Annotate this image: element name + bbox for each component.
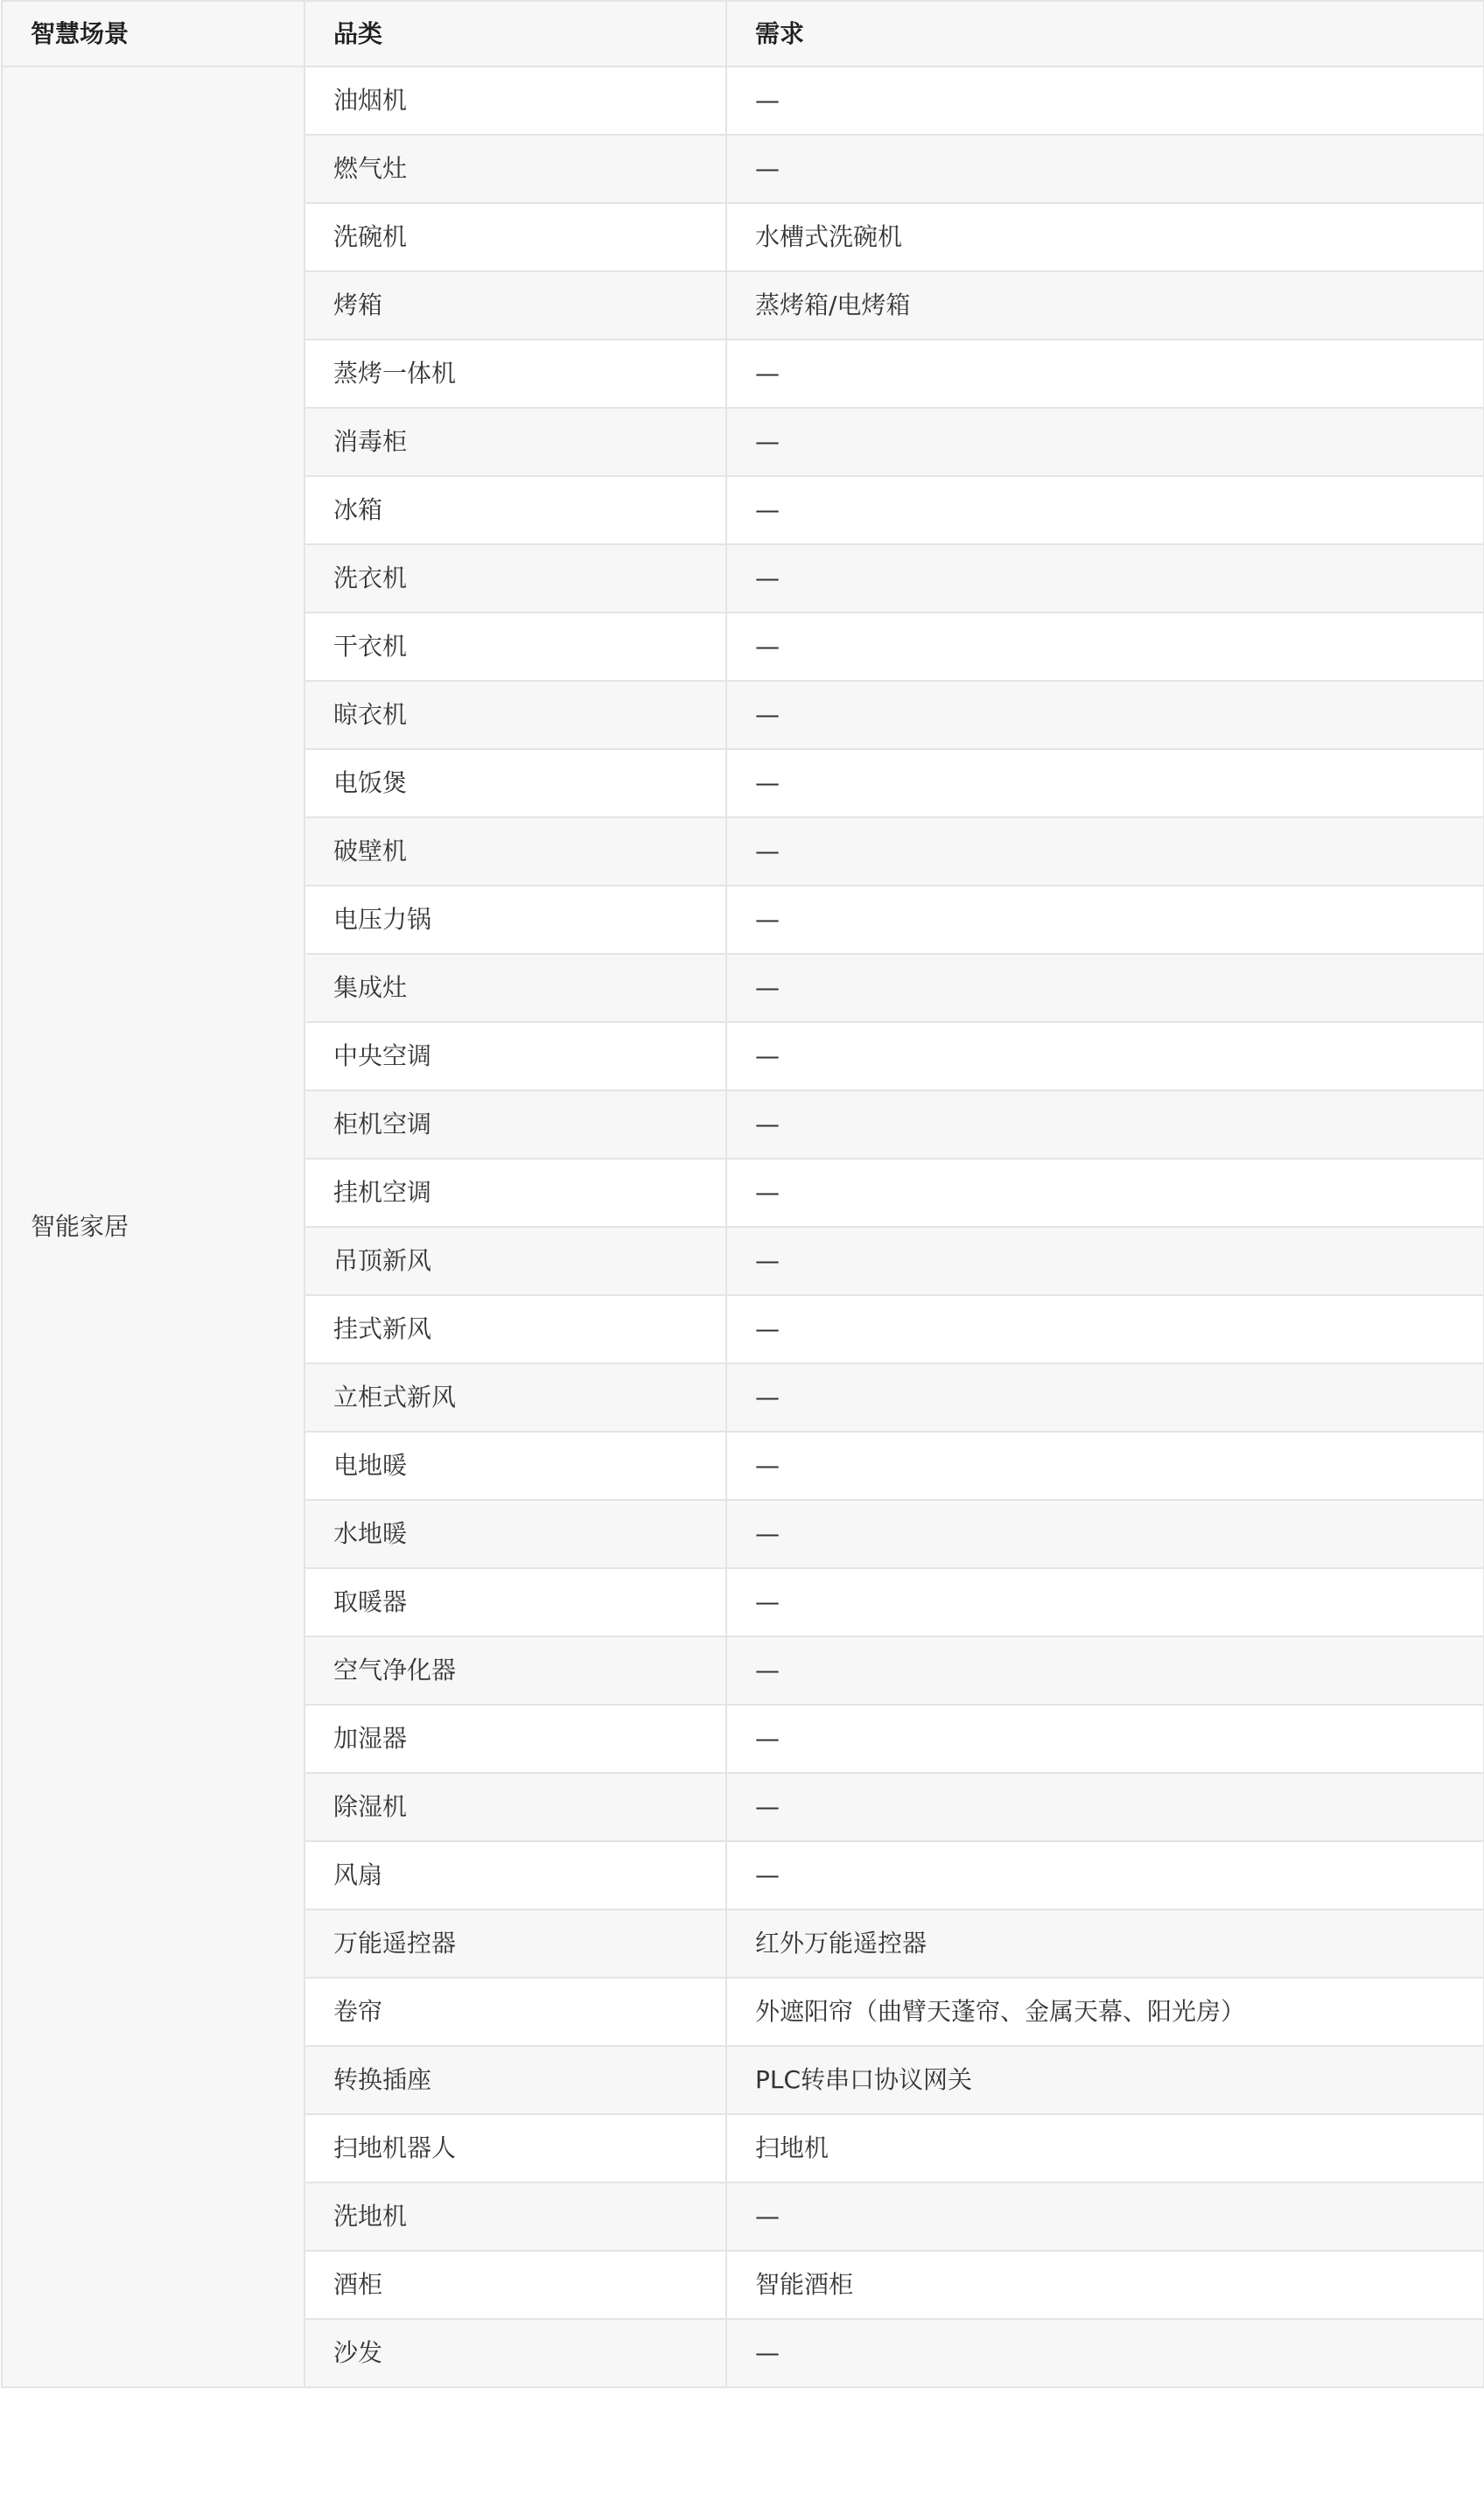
category-cell: 油烟机 [304, 67, 726, 135]
category-cell: 洗地机 [304, 2182, 726, 2251]
category-cell: 蒸烤一体机 [304, 340, 726, 408]
category-cell: 干衣机 [304, 613, 726, 681]
category-cell: 中央空调 [304, 1022, 726, 1090]
category-cell: 水地暖 [304, 1500, 726, 1568]
requirement-cell: — [726, 1295, 1484, 1363]
requirement-cell: — [726, 1363, 1484, 1432]
requirement-cell: 扫地机 [726, 2114, 1484, 2182]
requirement-cell: PLC转串口协议网关 [726, 2046, 1484, 2114]
category-cell: 烤箱 [304, 271, 726, 340]
requirement-cell: 水槽式洗碗机 [726, 203, 1484, 271]
category-cell: 沙发 [304, 2319, 726, 2387]
requirement-cell: — [726, 1432, 1484, 1500]
requirement-cell: — [726, 681, 1484, 749]
category-cell: 风扇 [304, 1841, 726, 1909]
requirement-cell: — [726, 1159, 1484, 1227]
category-cell: 燃气灶 [304, 135, 726, 203]
category-cell: 扫地机器人 [304, 2114, 726, 2182]
requirement-cell: — [726, 2182, 1484, 2251]
requirement-cell: — [726, 749, 1484, 817]
requirement-cell: — [726, 1090, 1484, 1159]
requirement-cell: — [726, 1841, 1484, 1909]
category-cell: 集成灶 [304, 954, 726, 1022]
category-cell: 转换插座 [304, 2046, 726, 2114]
category-cell: 晾衣机 [304, 681, 726, 749]
category-cell: 洗碗机 [304, 203, 726, 271]
requirement-cell: — [726, 2319, 1484, 2387]
requirement-cell: — [726, 1500, 1484, 1568]
category-cell: 破壁机 [304, 817, 726, 886]
requirement-cell: 智能酒柜 [726, 2251, 1484, 2319]
requirement-cell: — [726, 340, 1484, 408]
category-cell: 除湿机 [304, 1773, 726, 1841]
category-cell: 消毒柜 [304, 408, 726, 476]
requirement-cell: 蒸烤箱/电烤箱 [726, 271, 1484, 340]
requirement-cell: — [726, 1773, 1484, 1841]
scene-cell: 智能家居 [2, 67, 304, 2387]
requirement-cell: — [726, 1227, 1484, 1295]
category-cell: 空气净化器 [304, 1636, 726, 1705]
table-row [2, 67, 1484, 135]
requirement-cell: — [726, 476, 1484, 544]
requirement-cell: — [726, 544, 1484, 613]
requirement-cell: — [726, 67, 1484, 135]
requirement-cell: — [726, 1022, 1484, 1090]
category-cell: 酒柜 [304, 2251, 726, 2319]
category-cell: 立柜式新风 [304, 1363, 726, 1432]
requirement-cell: — [726, 1705, 1484, 1773]
table-body [2, 67, 1484, 2387]
column-header-category: 品类 [304, 1, 726, 67]
category-cell: 柜机空调 [304, 1090, 726, 1159]
table-header-row [2, 1, 1484, 67]
category-cell: 挂式新风 [304, 1295, 726, 1363]
category-cell: 挂机空调 [304, 1159, 726, 1227]
requirement-cell: — [726, 954, 1484, 1022]
category-cell: 电压力锅 [304, 886, 726, 954]
category-cell: 取暖器 [304, 1568, 726, 1636]
scene-category-table [1, 0, 1484, 2388]
requirement-cell: — [726, 408, 1484, 476]
column-header-scene: 智慧场景 [2, 1, 304, 67]
category-cell: 电饭煲 [304, 749, 726, 817]
requirement-cell: — [726, 1568, 1484, 1636]
category-cell: 洗衣机 [304, 544, 726, 613]
category-cell: 冰箱 [304, 476, 726, 544]
requirement-cell: — [726, 817, 1484, 886]
category-cell: 万能遥控器 [304, 1909, 726, 1978]
requirement-cell: — [726, 1636, 1484, 1705]
requirement-cell: 红外万能遥控器 [726, 1909, 1484, 1978]
requirement-cell: — [726, 886, 1484, 954]
category-cell: 加湿器 [304, 1705, 726, 1773]
requirement-cell: — [726, 613, 1484, 681]
requirement-cell: — [726, 135, 1484, 203]
category-cell: 电地暖 [304, 1432, 726, 1500]
requirement-cell: 外遮阳帘（曲臂天蓬帘、金属天幕、阳光房） [726, 1978, 1484, 2046]
column-header-requirement: 需求 [726, 1, 1484, 67]
category-cell: 吊顶新风 [304, 1227, 726, 1295]
category-cell: 卷帘 [304, 1978, 726, 2046]
